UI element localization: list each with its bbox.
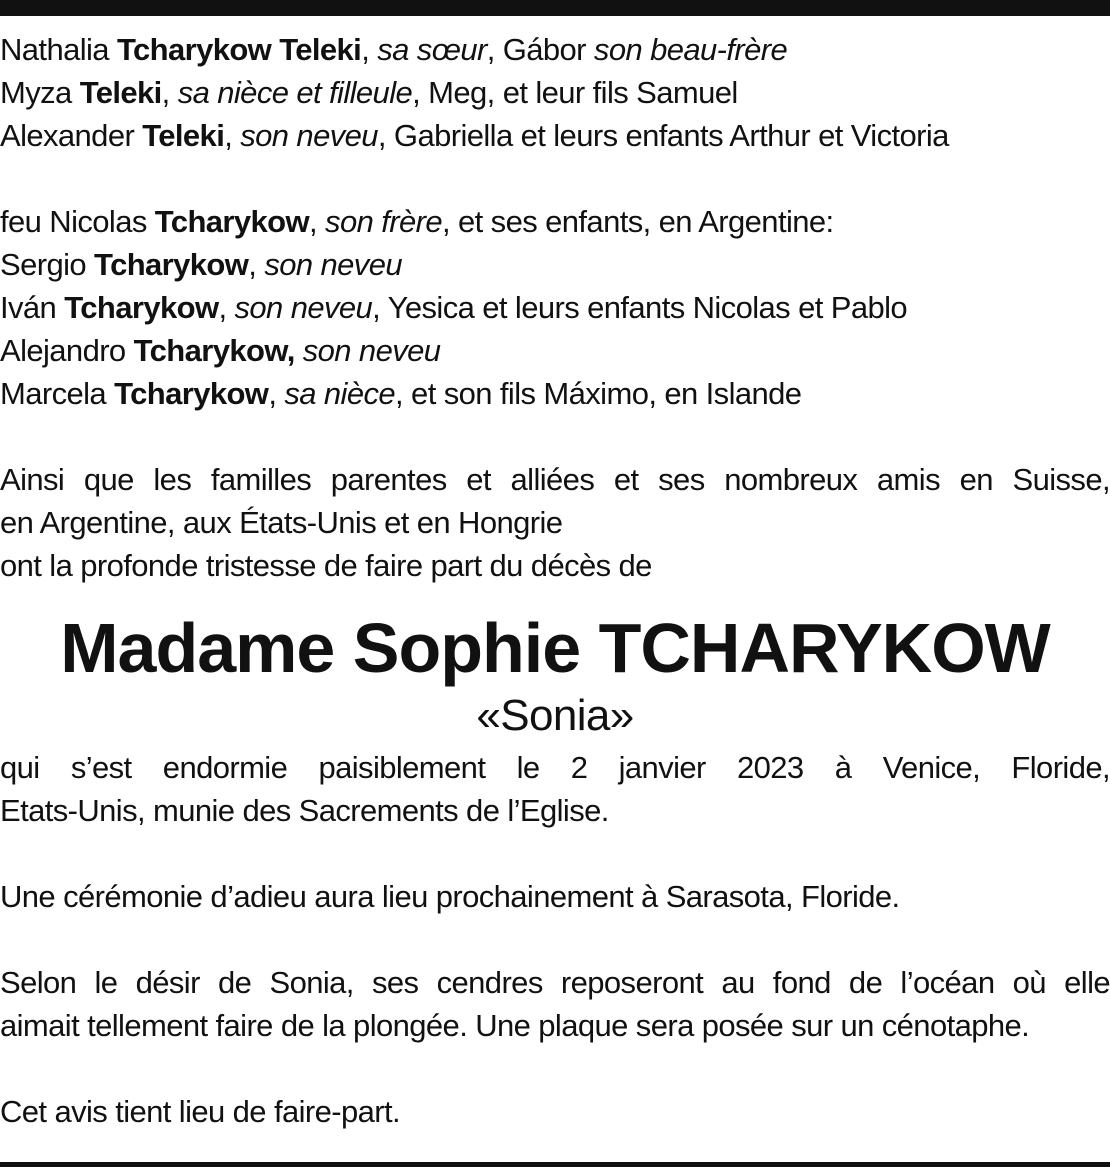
announcement-line-2: en Argentine, aux États-Unis et en Hongrie — [0, 505, 563, 540]
spacer — [0, 832, 1110, 875]
top-border-rule — [0, 0, 1110, 16]
announcement-line-3: ont la profonde tristesse de faire part du décès de — [0, 548, 652, 583]
bottom-border-rule — [0, 1162, 1110, 1167]
closing-line: Cet avis tient lieu de faire-part. — [0, 1094, 401, 1129]
obituary-notice — [0, 28, 1110, 1133]
announcement-line-1: Ainsi que les familles parentes et alliées et ses nombreux amis en Suisse, — [0, 462, 1110, 497]
family-line-nephew-ivan: Iván Tcharykow, son neveu, Yesica et leurs enfants Nicolas et Pablo — [0, 290, 908, 325]
family-line-nephew: Alexander Teleki, son neveu, Gabriella et leurs enfants Arthur et Victoria — [0, 118, 949, 153]
deceased-name: Madame Sophie TCHARYKOW — [60, 609, 1050, 687]
spacer — [0, 415, 1110, 458]
family-line-nephew-alejandro: Alejandro Tcharykow, son neveu — [0, 333, 441, 368]
spacer — [0, 157, 1110, 200]
family-line-nephew-sergio: Sergio Tcharykow, son neveu — [0, 247, 402, 282]
ceremony-line: Une cérémonie d’adieu aura lieu prochainement à Sarasota, Floride. — [0, 879, 900, 914]
death-line-1: qui s’est endormie paisiblement le 2 janvier 2023 à Venice, Floride, — [0, 750, 1110, 785]
ashes-line-2: aimait tellement faire de la plongée. Une plaque sera posée sur un cénotaphe. — [0, 1008, 1030, 1043]
spacer — [0, 1047, 1110, 1090]
deceased-nickname: «Sonia» — [476, 691, 634, 740]
death-line-2: Etats-Unis, munie des Sacrements de l’Eglise. — [0, 793, 609, 828]
family-line-sister: Nathalia Tcharykow Teleki, sa sœur, Gábor son beau-frère — [0, 32, 788, 67]
family-line-niece: Myza Teleki, sa nièce et filleule, Meg, et leur fils Samuel — [0, 75, 738, 110]
family-line-niece-marcela: Marcela Tcharykow, sa nièce, et son fils Máximo, en Islande — [0, 376, 802, 411]
family-line-brother: feu Nicolas Tcharykow, son frère, et ses enfants, en Argentine: — [0, 204, 834, 239]
spacer — [0, 918, 1110, 961]
ashes-line-1: Selon le désir de Sonia, ses cendres reposeront au fond de l’océan où elle — [0, 965, 1110, 1000]
